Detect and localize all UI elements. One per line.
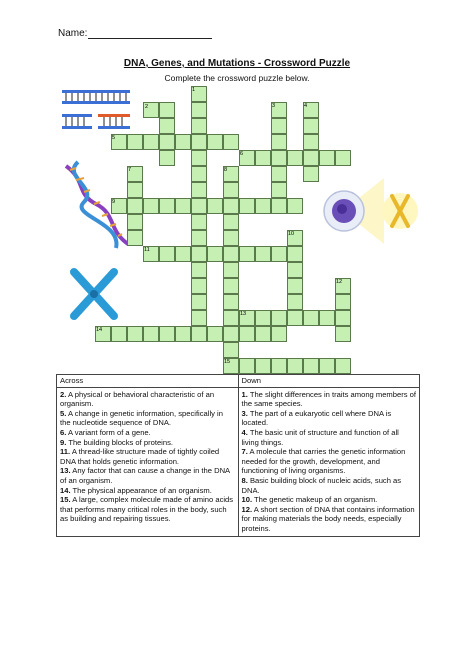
crossword-cell[interactable]: [319, 150, 335, 166]
crossword-cell[interactable]: [255, 358, 271, 374]
across-clue: 2. A physical or behavioral characteristic of an organism.: [60, 389, 215, 409]
crossword-cell[interactable]: [191, 150, 207, 166]
crossword-cell[interactable]: [191, 230, 207, 246]
crossword-cell[interactable]: [191, 166, 207, 182]
clue-number: 7: [128, 167, 132, 173]
crossword-cell[interactable]: [319, 310, 335, 326]
across-clue: 13. Any factor that can cause a change in the DNA of an organism.: [60, 466, 230, 485]
crossword-cell[interactable]: [175, 134, 191, 150]
crossword-cell[interactable]: [159, 102, 175, 118]
crossword-cell[interactable]: [191, 118, 207, 134]
crossword-cell[interactable]: [271, 358, 287, 374]
crossword-cell[interactable]: [143, 134, 159, 150]
crossword-cell[interactable]: [223, 310, 239, 326]
crossword-cell[interactable]: [127, 198, 143, 214]
crossword-cell[interactable]: [287, 246, 303, 262]
crossword-cell[interactable]: [287, 294, 303, 310]
crossword-cell[interactable]: [271, 134, 287, 150]
crossword-cell[interactable]: [191, 246, 207, 262]
crossword-cell[interactable]: [335, 294, 351, 310]
across-clue: 14. The physical appearance of an organism.: [60, 485, 212, 495]
clue-table: [56, 374, 420, 537]
crossword-cell[interactable]: [191, 102, 207, 118]
crossword-cell[interactable]: [127, 214, 143, 230]
down-clue: 8. Basic building block of nucleic acids, such as DNA.: [241, 475, 402, 495]
across-clues: [57, 387, 239, 536]
crossword-cell[interactable]: [191, 214, 207, 230]
crossword-cell[interactable]: [271, 182, 287, 198]
crossword-cell[interactable]: [239, 326, 255, 342]
down-clues: [238, 387, 420, 536]
crossword-cell[interactable]: [335, 310, 351, 326]
crossword-cell[interactable]: [255, 246, 271, 262]
crossword-cell[interactable]: [127, 326, 143, 342]
clue-number: 9: [112, 199, 116, 205]
crossword-cell[interactable]: [191, 198, 207, 214]
clue-number: 2: [145, 104, 149, 110]
crossword-cell[interactable]: [143, 198, 159, 214]
crossword-cell[interactable]: [223, 198, 239, 214]
crossword-cell[interactable]: [191, 262, 207, 278]
crossword-cell[interactable]: [223, 182, 239, 198]
crossword-cell[interactable]: [255, 310, 271, 326]
crossword-cell[interactable]: [223, 326, 239, 342]
crossword-cell[interactable]: [159, 326, 175, 342]
crossword-cell[interactable]: [207, 198, 223, 214]
clue-number: 4: [304, 103, 308, 109]
crossword-cell[interactable]: [207, 246, 223, 262]
down-clue: 4. The basic unit of structure and function of all living things.: [241, 427, 399, 447]
crossword-cell[interactable]: [287, 310, 303, 326]
crossword-cell[interactable]: [207, 134, 223, 150]
crossword-cell[interactable]: [239, 246, 255, 262]
crossword-cell[interactable]: [223, 214, 239, 230]
down-clue: 3. The part of a eukaryotic cell where DNA is located.: [241, 408, 392, 428]
crossword-cell[interactable]: [143, 326, 159, 342]
crossword-cell[interactable]: [271, 310, 287, 326]
clue-number: 3: [272, 103, 276, 109]
clue-number: 11: [144, 247, 150, 253]
crossword-cell[interactable]: [159, 246, 175, 262]
crossword-cell[interactable]: [175, 326, 191, 342]
crossword-cell[interactable]: [191, 326, 207, 342]
crossword-cell[interactable]: [223, 294, 239, 310]
across-clue: 11. A thread-like structure made of tightly coiled DNA that holds genetic information.: [60, 447, 220, 466]
crossword-cell[interactable]: [303, 134, 319, 150]
crossword-cell[interactable]: [159, 134, 175, 150]
clue-number: 8: [224, 167, 228, 173]
down-header: Down: [238, 375, 420, 388]
down-clue: 12. A short section of DNA that contains information for making materials the body needs, especially proteins.: [241, 504, 415, 533]
crossword-cell[interactable]: [159, 198, 175, 214]
crossword-cell[interactable]: [335, 150, 351, 166]
across-clue: 5. A change in genetic information, specifically in the nucleotide sequence of DNA.: [60, 408, 223, 428]
crossword-cell[interactable]: [159, 118, 175, 134]
crossword-cell[interactable]: [223, 230, 239, 246]
clue-number: 12: [336, 279, 343, 285]
clue-number: 5: [112, 135, 116, 141]
crossword-cell[interactable]: [303, 310, 319, 326]
crossword-cell[interactable]: [287, 358, 303, 374]
down-clue: 10. The genetic makeup of an organism.: [241, 495, 378, 505]
crossword-cell[interactable]: [191, 310, 207, 326]
clue-number: 15: [224, 359, 231, 365]
crossword-cell[interactable]: [223, 262, 239, 278]
crossword-cell[interactable]: [335, 358, 351, 374]
crossword-cell[interactable]: [287, 278, 303, 294]
crossword-cell[interactable]: [303, 166, 319, 182]
crossword-cell[interactable]: [159, 150, 175, 166]
clue-number: 13: [240, 311, 247, 317]
crossword-cell[interactable]: [207, 326, 223, 342]
crossword-cell[interactable]: [255, 326, 271, 342]
crossword-cell[interactable]: [271, 166, 287, 182]
crossword-cell[interactable]: [287, 198, 303, 214]
page-title: DNA, Genes, and Mutations - Crossword Puzzle: [123, 58, 351, 69]
across-clue: 15. A large, complex molecule made of amino acids that performs many critical roles in the body, such as building and repairing tissues.: [60, 495, 234, 524]
clue-number: 1: [192, 87, 196, 93]
crossword-cell[interactable]: [175, 198, 191, 214]
crossword-cell[interactable]: [319, 358, 335, 374]
instructions: Complete the crossword puzzle below.: [164, 73, 310, 83]
crossword-cell[interactable]: [191, 182, 207, 198]
crossword-cell[interactable]: [175, 246, 191, 262]
clue-number: 14: [96, 327, 103, 333]
crossword-cell[interactable]: [127, 182, 143, 198]
crossword-cell[interactable]: [191, 278, 207, 294]
crossword-cell[interactable]: [223, 342, 239, 358]
across-header: Across: [57, 375, 239, 388]
crossword-cell[interactable]: [127, 134, 143, 150]
clue-number: 6: [240, 151, 244, 157]
crossword-cell[interactable]: [191, 134, 207, 150]
down-clue: 1. The slight differences in traits among members of the same species.: [241, 389, 416, 409]
down-clue: 7. A molecule that carries the genetic information needed for the growth, development, and functioning of living organisms.: [241, 447, 406, 476]
across-clue: 9. The building blocks of proteins.: [60, 437, 174, 447]
crossword-cell[interactable]: [239, 198, 255, 214]
clue-number: 10: [288, 231, 295, 237]
crossword-cell[interactable]: [271, 198, 287, 214]
crossword-cell[interactable]: [191, 294, 207, 310]
crossword-cell[interactable]: [271, 150, 287, 166]
crossword-cell[interactable]: [335, 326, 351, 342]
crossword-cell[interactable]: [255, 150, 271, 166]
crossword-cell[interactable]: [223, 278, 239, 294]
crossword-cell[interactable]: [303, 150, 319, 166]
crossword-cell[interactable]: [287, 150, 303, 166]
crossword-cell[interactable]: [255, 198, 271, 214]
crossword-cell[interactable]: [127, 230, 143, 246]
crossword-cell[interactable]: [271, 326, 287, 342]
crossword-cell[interactable]: [271, 246, 287, 262]
crossword-cell[interactable]: [223, 134, 239, 150]
crossword-cell[interactable]: [287, 262, 303, 278]
crossword-cell[interactable]: [223, 246, 239, 262]
crossword-cell[interactable]: [111, 326, 127, 342]
name-label: Name:: [58, 28, 88, 39]
across-clue: 6. A variant form of a gene.: [60, 427, 151, 437]
crossword-cell[interactable]: [303, 118, 319, 134]
crossword-cell[interactable]: [239, 358, 255, 374]
crossword-cell[interactable]: [303, 358, 319, 374]
crossword-cell[interactable]: [271, 118, 287, 134]
